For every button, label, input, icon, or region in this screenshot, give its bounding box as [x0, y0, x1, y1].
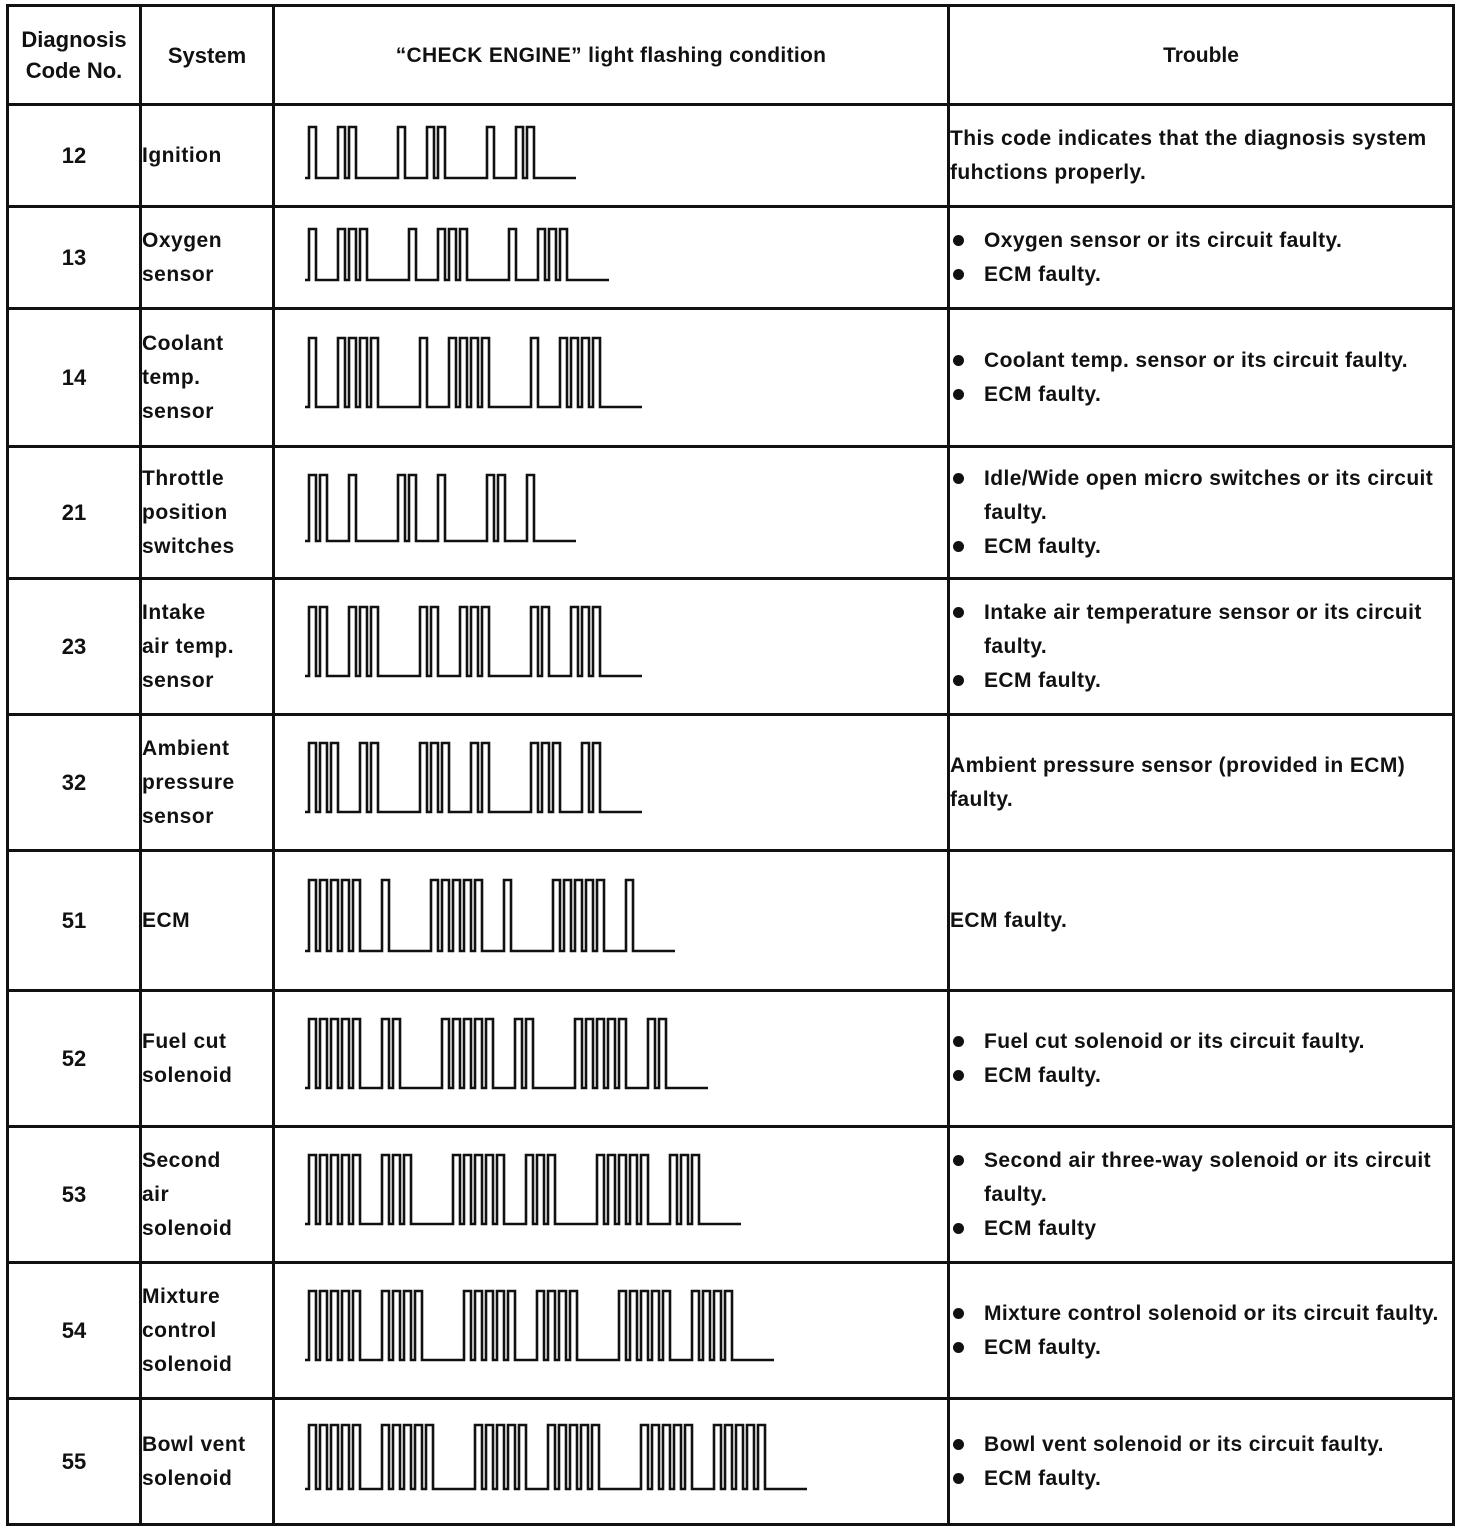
trouble-item	[950, 224, 1452, 258]
trouble-description	[949, 1127, 1454, 1263]
flash-waveform	[275, 853, 947, 989]
trouble-item	[950, 258, 1452, 292]
flash-waveform	[275, 209, 947, 307]
flash-waveform-line	[305, 1019, 708, 1088]
trouble-item	[950, 462, 1452, 530]
trouble-item-text: Bowl vent solenoid or its circuit faulty.	[984, 1432, 1384, 1456]
trouble-description	[949, 1399, 1454, 1525]
flash-waveform-line	[305, 880, 675, 951]
flash-waveform-line	[305, 1291, 774, 1360]
table-body	[8, 105, 1454, 1525]
table-row	[8, 447, 1454, 579]
table-row	[8, 309, 1454, 447]
trouble-list	[950, 462, 1452, 564]
flash-waveform-line	[305, 475, 576, 541]
bullet-icon	[953, 355, 964, 366]
flash-waveform-line	[305, 1155, 741, 1224]
trouble-description	[949, 851, 1454, 991]
bullet-icon	[953, 675, 964, 686]
trouble-text: ECM faulty.	[950, 908, 1068, 932]
bullet-icon	[953, 1223, 964, 1234]
flash-pattern	[274, 447, 949, 579]
diagnosis-code: 14	[8, 309, 141, 447]
trouble-item-text: Fuel cut solenoid or its circuit faulty.	[984, 1029, 1365, 1053]
bullet-icon	[953, 1308, 964, 1319]
bullet-icon	[953, 1473, 964, 1484]
bullet-icon	[953, 541, 964, 552]
flash-pattern	[274, 991, 949, 1127]
trouble-item	[950, 664, 1452, 698]
system-name: Fuel cut solenoid	[141, 991, 274, 1127]
flash-pattern	[274, 579, 949, 715]
system-name: Intake air temp. sensor	[141, 579, 274, 715]
flash-pattern	[274, 715, 949, 851]
trouble-item	[950, 1059, 1452, 1093]
flash-waveform	[275, 107, 947, 205]
flash-pattern	[274, 1127, 949, 1263]
flash-waveform-line	[305, 229, 609, 280]
system-name: Throttle position switches	[141, 447, 274, 579]
bullet-icon	[953, 1342, 964, 1353]
trouble-item	[950, 1144, 1452, 1212]
flash-waveform	[275, 1129, 947, 1261]
diagnosis-code: 55	[8, 1399, 141, 1525]
diagnosis-code-table	[6, 4, 1455, 1526]
system-name: Bowl vent solenoid	[141, 1399, 274, 1525]
trouble-item-text: ECM faulty.	[984, 668, 1102, 692]
trouble-description	[949, 715, 1454, 851]
flash-pattern	[274, 105, 949, 207]
flash-waveform-line	[305, 127, 576, 178]
trouble-description	[949, 991, 1454, 1127]
flash-waveform	[275, 1265, 947, 1397]
flash-waveform-line	[305, 743, 642, 812]
diagnosis-code: 13	[8, 207, 141, 309]
trouble-item	[950, 1212, 1452, 1246]
trouble-item	[950, 530, 1452, 564]
flash-waveform-line	[305, 338, 642, 407]
trouble-list	[950, 224, 1452, 292]
table-row	[8, 991, 1454, 1127]
bullet-icon	[953, 1155, 964, 1166]
trouble-item-text: Oxygen sensor or its circuit faulty.	[984, 228, 1343, 252]
trouble-item-text: ECM faulty.	[984, 1335, 1102, 1359]
bullet-icon	[953, 1439, 964, 1450]
flash-waveform	[275, 449, 947, 577]
trouble-list	[950, 1297, 1452, 1365]
system-name: Ambient pressure sensor	[141, 715, 274, 851]
trouble-item	[950, 1462, 1452, 1496]
diagnosis-code: 32	[8, 715, 141, 851]
trouble-item-text: ECM faulty.	[984, 1063, 1102, 1087]
diagnosis-code: 53	[8, 1127, 141, 1263]
trouble-text: Ambient pressure sensor (provided in ECM) faulty.	[950, 753, 1406, 811]
trouble-list	[950, 1428, 1452, 1496]
trouble-item-text: ECM faulty.	[984, 534, 1102, 558]
header-trouble: Trouble	[949, 6, 1454, 105]
trouble-item	[950, 1025, 1452, 1059]
table-row	[8, 579, 1454, 715]
flash-pattern	[274, 1263, 949, 1399]
system-name: Oxygen sensor	[141, 207, 274, 309]
trouble-item	[950, 344, 1452, 378]
trouble-list	[950, 1025, 1452, 1093]
trouble-description	[949, 1263, 1454, 1399]
bullet-icon	[953, 235, 964, 246]
flash-waveform	[275, 993, 947, 1125]
trouble-list	[950, 1144, 1452, 1246]
trouble-item-text: ECM faulty	[984, 1216, 1097, 1240]
bullet-icon	[953, 473, 964, 484]
trouble-description	[949, 447, 1454, 579]
table-row	[8, 851, 1454, 991]
bullet-icon	[953, 1070, 964, 1081]
trouble-description	[949, 105, 1454, 207]
trouble-item	[950, 596, 1452, 664]
trouble-item-text: ECM faulty.	[984, 382, 1102, 406]
flash-pattern	[274, 851, 949, 991]
flash-waveform	[275, 1401, 947, 1523]
flash-pattern	[274, 309, 949, 447]
diagnosis-code: 21	[8, 447, 141, 579]
trouble-description	[949, 309, 1454, 447]
flash-waveform-line	[305, 1425, 807, 1489]
system-name: Coolant temp. sensor	[141, 309, 274, 447]
trouble-item-text: Intake air temperature sensor or its circuit faulty.	[984, 600, 1422, 658]
bullet-icon	[953, 1036, 964, 1047]
trouble-item	[950, 378, 1452, 412]
flash-pattern	[274, 207, 949, 309]
diagnosis-code: 23	[8, 579, 141, 715]
system-name: ECM	[141, 851, 274, 991]
trouble-item-text: ECM faulty.	[984, 262, 1102, 286]
flash-pattern	[274, 1399, 949, 1525]
header-row	[8, 6, 1454, 105]
diagnosis-code: 54	[8, 1263, 141, 1399]
header-flash-condition: “CHECK ENGINE” light flashing condition	[274, 6, 949, 105]
table-row	[8, 715, 1454, 851]
trouble-description	[949, 207, 1454, 309]
flash-waveform-line	[305, 607, 642, 676]
trouble-text: This code indicates that the diagnosis system fuhctions properly.	[950, 126, 1427, 184]
trouble-item-text: Second air three-way solenoid or its circuit faulty.	[984, 1148, 1432, 1206]
header-code: Diagnosis Code No.	[8, 6, 141, 105]
diagnosis-code: 52	[8, 991, 141, 1127]
table-row	[8, 105, 1454, 207]
system-name: Second air solenoid	[141, 1127, 274, 1263]
trouble-item	[950, 1428, 1452, 1462]
table-row	[8, 207, 1454, 309]
trouble-item-text: Coolant temp. sensor or its circuit faulty.	[984, 348, 1409, 372]
diagnosis-code: 12	[8, 105, 141, 207]
system-name: Ignition	[141, 105, 274, 207]
table-row	[8, 1263, 1454, 1399]
trouble-description	[949, 579, 1454, 715]
bullet-icon	[953, 269, 964, 280]
trouble-item-text: Mixture control solenoid or its circuit faulty.	[984, 1301, 1439, 1325]
bullet-icon	[953, 389, 964, 400]
table-row	[8, 1399, 1454, 1525]
header-system: System	[141, 6, 274, 105]
trouble-item	[950, 1331, 1452, 1365]
flash-waveform	[275, 581, 947, 713]
trouble-item-text: ECM faulty.	[984, 1466, 1102, 1490]
flash-waveform	[275, 311, 947, 445]
table-row	[8, 1127, 1454, 1263]
diagnosis-code: 51	[8, 851, 141, 991]
system-name: Mixture control solenoid	[141, 1263, 274, 1399]
bullet-icon	[953, 607, 964, 618]
trouble-item-text: Idle/Wide open micro switches or its circuit faulty.	[984, 466, 1434, 524]
flash-waveform	[275, 717, 947, 849]
trouble-list	[950, 344, 1452, 412]
trouble-item	[950, 1297, 1452, 1331]
trouble-list	[950, 596, 1452, 698]
